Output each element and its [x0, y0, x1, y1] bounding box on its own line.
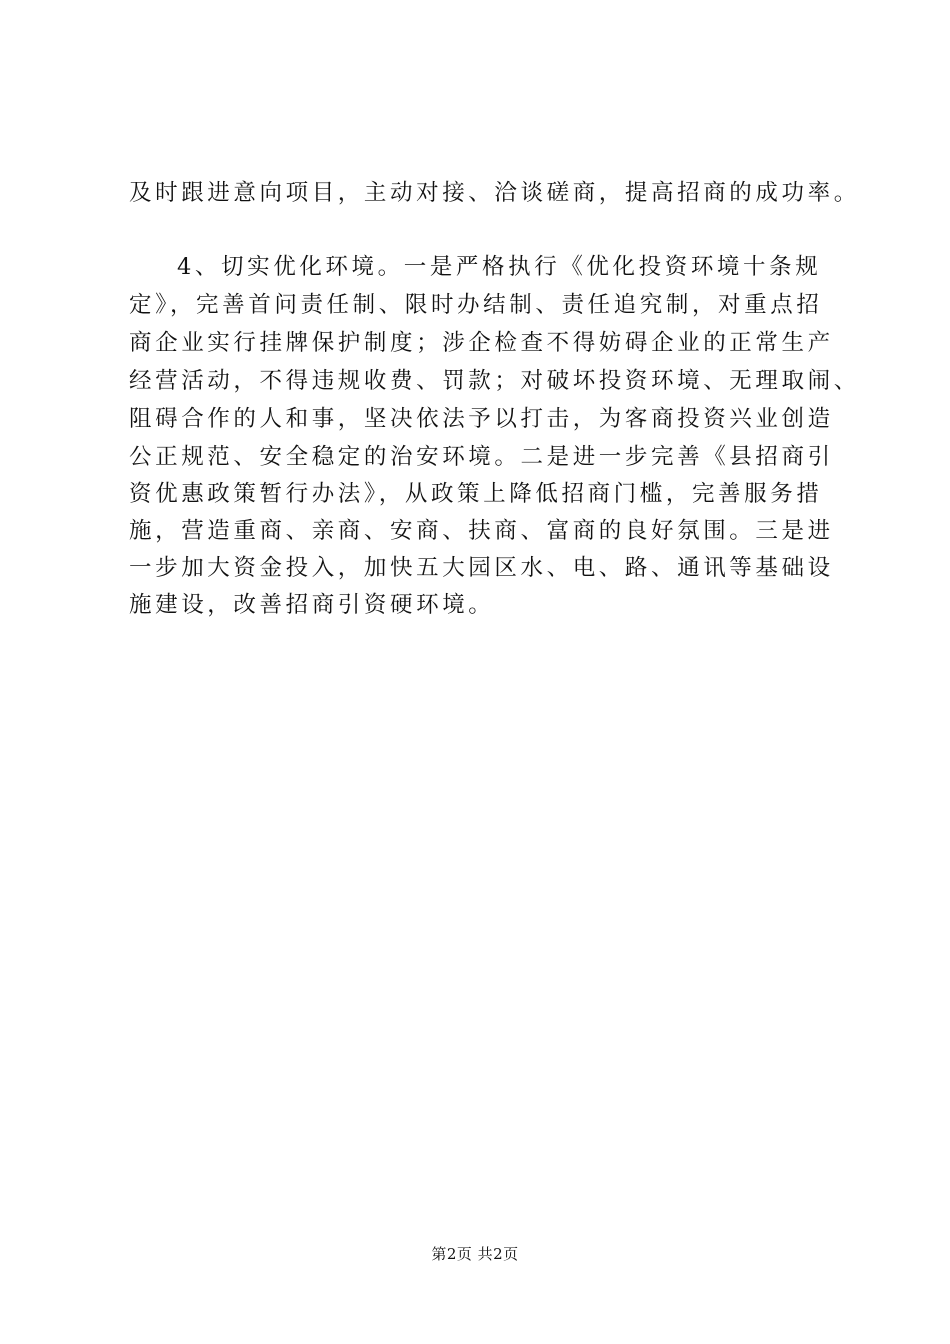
page-number-footer: 第2页 共2页	[431, 1245, 519, 1263]
paragraph-2-line-7: 资优惠政策暂行办法》，从政策上降低招商门槛，完善服务措	[129, 481, 823, 507]
paragraph-2-line-10: 施建设，改善招商引资硬环境。	[129, 592, 495, 618]
paragraph-2-line-2: 定》，完善首问责任制、限时办结制、责任追究制，对重点招	[129, 292, 823, 318]
paragraph-2-line-5: 阻碍合作的人和事，坚决依法予以打击，为客商投资兴业创造	[129, 406, 834, 432]
paragraph-2-line-9: 一步加大资金投入，加快五大园区水、电、路、通讯等基础设	[129, 555, 834, 581]
paragraph-2-line-3: 商企业实行挂牌保护制度；涉企检查不得妨碍企业的正常生产	[129, 330, 834, 356]
paragraph-2-line-6: 公正规范、安全稳定的治安环境。二是进一步完善《县招商引	[129, 444, 834, 470]
paragraph-1-line-1: 及时跟进意向项目，主动对接、洽谈磋商，提高招商的成功率。	[129, 180, 860, 206]
paragraph-2-line-8: 施，营造重商、亲商、安商、扶商、富商的良好氛围。三是进	[129, 518, 834, 544]
paragraph-2-line-1: 4、切实优化环境。一是严格执行《优化投资环境十条规	[177, 254, 822, 280]
paragraph-2-line-4: 经营活动，不得违规收费、罚款；对破坏投资环境、无理取闹、	[129, 368, 860, 394]
